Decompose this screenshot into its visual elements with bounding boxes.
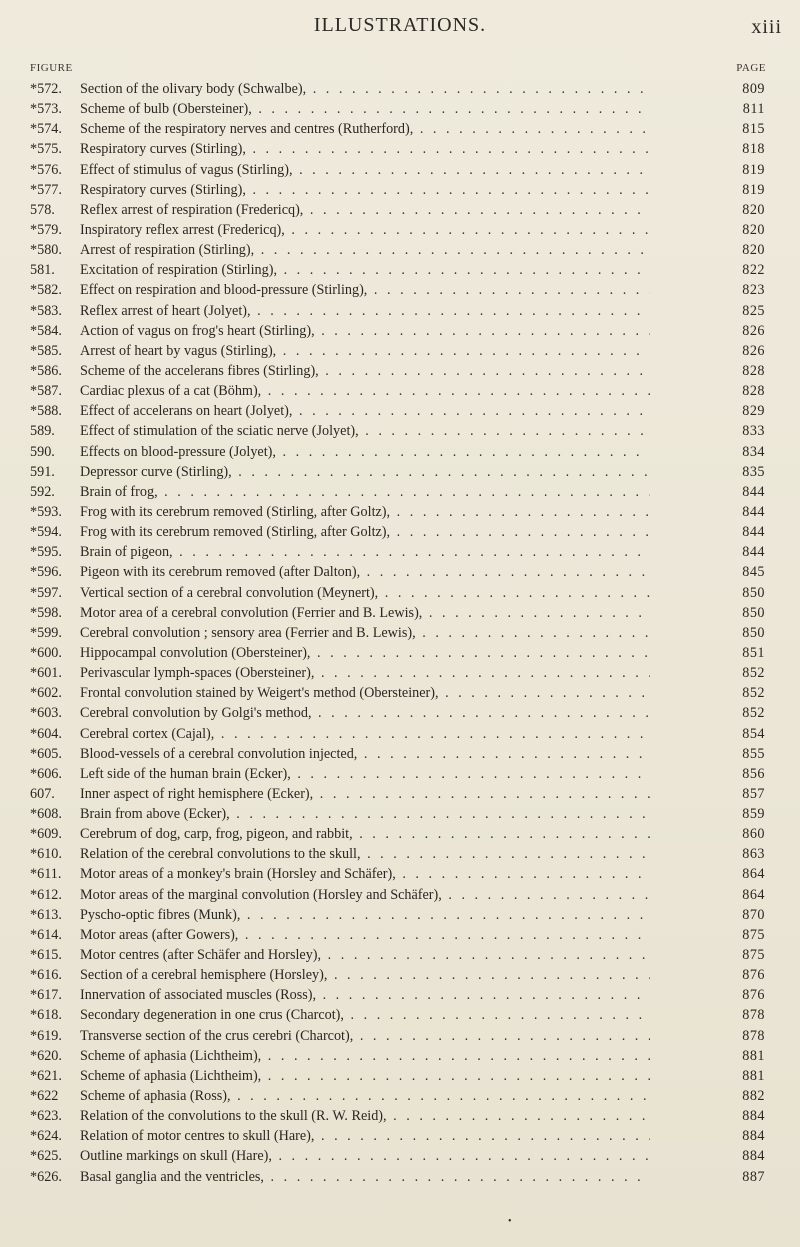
page-reference: 850: [742, 624, 765, 641]
list-item: [0, 200, 800, 220]
page-reference: 859: [742, 806, 765, 823]
list-item: [0, 421, 800, 441]
page-reference: 852: [742, 665, 765, 682]
figure-description: Motor centres (after Schäfer and Horsley), . .: [80, 945, 650, 965]
list-item: [0, 1126, 800, 1146]
figure-number: *608.: [30, 806, 62, 823]
figure-number: *593.: [30, 503, 62, 520]
page-reference: 876: [742, 987, 765, 1004]
figure-description: Reflex arrest of respiration (Fredericq), . .: [80, 200, 650, 220]
figure-description: Motor area of a cerebral convolution (Ferrier and B. Lewis), . .: [80, 603, 650, 623]
figure-number: *594.: [30, 524, 62, 541]
figure-description: Frog with its cerebrum removed (Stirling, after Goltz), . .: [80, 502, 650, 522]
figure-description: Pigeon with its cerebrum removed (after Dalton), . .: [80, 562, 650, 582]
page-reference: 826: [742, 322, 765, 339]
figure-description: Relation of the convolutions to the skull (R. W. Reid), . .: [80, 1106, 650, 1126]
figure-description: Vertical section of a cerebral convolution (Meynert), . .: [80, 583, 650, 603]
figure-number: *597.: [30, 584, 62, 601]
page-reference: 855: [742, 745, 765, 762]
figure-number: *583.: [30, 302, 62, 319]
page-reference: 844: [742, 503, 765, 520]
page-reference: 875: [742, 926, 765, 943]
list-item: [0, 925, 800, 945]
figure-description: Brain of frog, . .: [80, 482, 650, 502]
list-item: [0, 160, 800, 180]
list-item: [0, 1005, 800, 1025]
figure-number: 591.: [30, 463, 55, 480]
page-header: [0, 14, 800, 44]
figure-description: Action of vagus on frog's heart (Stirling), . .: [80, 321, 650, 341]
page-reference: 884: [742, 1108, 765, 1125]
figure-description: Section of the olivary body (Schwalbe), . .: [80, 79, 650, 99]
figure-description: Effect of stimulus of vagus (Stirling), . .: [80, 160, 650, 180]
running-title: ILLUSTRATIONS.: [313, 14, 487, 36]
list-item: [0, 724, 800, 744]
figure-number: *575.: [30, 141, 62, 158]
figure-number: 581.: [30, 262, 55, 279]
figure-description: Frontal convolution stained by Weigert's method (Obersteiner), . .: [80, 683, 650, 703]
figure-number: *604.: [30, 725, 62, 742]
figure-number: *617.: [30, 987, 62, 1004]
figure-description: Effect of accelerans on heart (Jolyet), . .: [80, 401, 650, 421]
figure-description: Brain from above (Ecker), . .: [80, 804, 650, 824]
list-item: [0, 321, 800, 341]
list-item: [0, 119, 800, 139]
page-reference: 820: [742, 201, 765, 218]
list-item: [0, 1106, 800, 1126]
page-reference: 882: [742, 1088, 765, 1105]
figure-number: *615.: [30, 947, 62, 964]
figure-number: 589.: [30, 423, 55, 440]
page-reference: 850: [742, 604, 765, 621]
figure-description: Effects on blood-pressure (Jolyet), . .: [80, 442, 650, 462]
page-reference: 834: [742, 443, 765, 460]
figure-number: *584.: [30, 322, 62, 339]
figure-description: Brain of pigeon, . .: [80, 542, 650, 562]
figure-number: *624.: [30, 1128, 62, 1145]
figure-description: Left side of the human brain (Ecker), . .: [80, 764, 650, 784]
list-item: [0, 703, 800, 723]
list-item: [0, 280, 800, 300]
figure-number: *595.: [30, 544, 62, 561]
figure-number: *619.: [30, 1027, 62, 1044]
figure-description: Cerebral convolution by Golgi's method, . .: [80, 703, 650, 723]
list-item: [0, 180, 800, 200]
list-item: [0, 603, 800, 623]
figure-number: *601.: [30, 665, 62, 682]
page-reference: 844: [742, 544, 765, 561]
figure-number: *621.: [30, 1067, 62, 1084]
list-item: [0, 764, 800, 784]
page-reference: 844: [742, 524, 765, 541]
figure-number: *576.: [30, 161, 62, 178]
figure-description: Excitation of respiration (Stirling), . .: [80, 260, 650, 280]
figure-description: Hippocampal convolution (Obersteiner), . .: [80, 643, 650, 663]
figure-description: Effect on respiration and blood-pressure (Stirling), . .: [80, 280, 650, 300]
list-item: [0, 683, 800, 703]
list-item: [0, 240, 800, 260]
figure-number: *573.: [30, 101, 62, 118]
page-reference: 823: [742, 282, 765, 299]
list-item: [0, 744, 800, 764]
list-item: [0, 522, 800, 542]
page-reference: 825: [742, 302, 765, 319]
list-item: [0, 583, 800, 603]
figure-number: *598.: [30, 604, 62, 621]
figure-description: Blood-vessels of a cerebral convolution injected, . .: [80, 744, 650, 764]
illustrations-list: [0, 79, 800, 1187]
figure-number: *606.: [30, 765, 62, 782]
page-reference: 819: [742, 161, 765, 178]
figure-number: *613.: [30, 906, 62, 923]
list-item: [0, 260, 800, 280]
page-reference: 884: [742, 1148, 765, 1165]
column-headings: [0, 62, 800, 78]
page-reference: 852: [742, 705, 765, 722]
figure-number: 607.: [30, 785, 55, 802]
figure-description: Scheme of aphasia (Ross), . .: [80, 1086, 650, 1106]
figure-number: *622: [30, 1088, 59, 1105]
figure-number: *623.: [30, 1108, 62, 1125]
list-item: [0, 99, 800, 119]
list-item: [0, 1066, 800, 1086]
figure-description: Cerebrum of dog, carp, frog, pigeon, and rabbit, . .: [80, 824, 650, 844]
list-item: [0, 220, 800, 240]
figure-number: *596.: [30, 564, 62, 581]
figure-number: *616.: [30, 967, 62, 984]
list-item: [0, 965, 800, 985]
page-reference: 863: [742, 846, 765, 863]
page-number: xiii: [751, 16, 782, 38]
figure-description: Arrest of respiration (Stirling), . .: [80, 240, 650, 260]
page-reference: 850: [742, 584, 765, 601]
figure-description: Section of a cerebral hemisphere (Horsley), . .: [80, 965, 650, 985]
page-reference: 820: [742, 221, 765, 238]
figure-description: Respiratory curves (Stirling), . .: [80, 139, 650, 159]
list-item: [0, 804, 800, 824]
figure-number: *588.: [30, 403, 62, 420]
list-item: [0, 885, 800, 905]
page-reference: 854: [742, 725, 765, 742]
page-reference: 822: [742, 262, 765, 279]
figure-number: *614.: [30, 926, 62, 943]
figure-description: Respiratory curves (Stirling), . .: [80, 180, 650, 200]
page-reference: 815: [742, 121, 765, 138]
figure-description: Relation of motor centres to skull (Hare), . .: [80, 1126, 650, 1146]
list-item: [0, 341, 800, 361]
figure-description: Scheme of aphasia (Lichtheim), . .: [80, 1066, 650, 1086]
page-reference: 820: [742, 242, 765, 259]
list-item: [0, 1026, 800, 1046]
figure-number: *609.: [30, 826, 62, 843]
list-item: [0, 381, 800, 401]
page-reference: 845: [742, 564, 765, 581]
figure-number: *620.: [30, 1047, 62, 1064]
figure-description: Innervation of associated muscles (Ross), . .: [80, 985, 650, 1005]
figure-description: Reflex arrest of heart (Jolyet), . .: [80, 301, 650, 321]
print-mark: •: [508, 1216, 512, 1227]
figure-number: *577.: [30, 181, 62, 198]
figure-number: *586.: [30, 362, 62, 379]
figure-description: Scheme of bulb (Obersteiner), . .: [80, 99, 650, 119]
figure-description: Inspiratory reflex arrest (Fredericq), . .: [80, 220, 650, 240]
page-reference: 870: [742, 906, 765, 923]
page-column-heading: PAGE: [736, 62, 766, 74]
page-reference: 881: [742, 1047, 765, 1064]
list-item: [0, 864, 800, 884]
page-reference: 856: [742, 765, 765, 782]
figure-description: Scheme of the respiratory nerves and centres (Rutherford), . .: [80, 119, 650, 139]
page-reference: 876: [742, 967, 765, 984]
page-reference: 819: [742, 181, 765, 198]
figure-number: 578.: [30, 201, 55, 218]
page-reference: 828: [742, 383, 765, 400]
figure-description: Cardiac plexus of a cat (Böhm), . .: [80, 381, 650, 401]
figure-description: Scheme of aphasia (Lichtheim), . .: [80, 1046, 650, 1066]
list-item: [0, 1086, 800, 1106]
page-reference: 887: [742, 1168, 765, 1185]
figure-description: Inner aspect of right hemisphere (Ecker), . .: [80, 784, 650, 804]
list-item: [0, 663, 800, 683]
figure-number: *605.: [30, 745, 62, 762]
list-item: [0, 1046, 800, 1066]
figure-description: Scheme of the accelerans fibres (Stirling), . .: [80, 361, 650, 381]
figure-description: Motor areas of a monkey's brain (Horsley and Schäfer), . .: [80, 864, 650, 884]
page-reference: 818: [742, 141, 765, 158]
figure-description: Motor areas of the marginal convolution (Horsley and Schäfer), . .: [80, 885, 650, 905]
page-reference: 864: [742, 886, 765, 903]
figure-description: Relation of the cerebral convolutions to the skull, . .: [80, 844, 650, 864]
page-reference: 852: [742, 685, 765, 702]
page-reference: 857: [742, 785, 765, 802]
figure-description: Motor areas (after Gowers), . .: [80, 925, 650, 945]
list-item: [0, 401, 800, 421]
list-item: [0, 462, 800, 482]
page-reference: 878: [742, 1027, 765, 1044]
page-reference: 809: [742, 81, 765, 97]
page-reference: 881: [742, 1067, 765, 1084]
list-item: [0, 623, 800, 643]
figure-number: *618.: [30, 1007, 62, 1024]
figure-number: 590.: [30, 443, 55, 460]
list-item: [0, 482, 800, 502]
page-reference: 875: [742, 947, 765, 964]
figure-number: *602.: [30, 685, 62, 702]
list-item: [0, 542, 800, 562]
figure-description: Frog with its cerebrum removed (Stirling, after Goltz), . .: [80, 522, 650, 542]
figure-number: *600.: [30, 644, 62, 661]
figure-description: Cerebral convolution ; sensory area (Ferrier and B. Lewis), . .: [80, 623, 650, 643]
figure-description: Secondary degeneration in one crus (Charcot), . .: [80, 1005, 650, 1025]
figure-number: 592.: [30, 483, 55, 500]
list-item: [0, 502, 800, 522]
page-reference: 829: [742, 403, 765, 420]
figure-number: *579.: [30, 221, 62, 238]
list-item: [0, 1146, 800, 1166]
list-item: [0, 1167, 800, 1187]
figure-description: Arrest of heart by vagus (Stirling), . .: [80, 341, 650, 361]
page-reference: 811: [742, 101, 765, 118]
page-reference: 864: [742, 866, 765, 883]
figure-number: *574.: [30, 121, 62, 138]
figure-number: *585.: [30, 342, 62, 359]
figure-number: *572.: [30, 81, 62, 97]
list-item: [0, 442, 800, 462]
page-reference: 835: [742, 463, 765, 480]
figure-column-heading: FIGURE: [30, 62, 73, 74]
figure-number: *626.: [30, 1168, 62, 1185]
figure-number: *625.: [30, 1148, 62, 1165]
list-item: [0, 139, 800, 159]
figure-description: Transverse section of the crus cerebri (Charcot), . .: [80, 1026, 650, 1046]
page-reference: 860: [742, 826, 765, 843]
figure-number: *603.: [30, 705, 62, 722]
figure-description: Effect of stimulation of the sciatic nerve (Jolyet), . .: [80, 421, 650, 441]
list-item: [0, 985, 800, 1005]
list-item: [0, 905, 800, 925]
list-item: [0, 361, 800, 381]
figure-number: *612.: [30, 886, 62, 903]
list-item: [0, 301, 800, 321]
figure-number: *611.: [30, 866, 62, 883]
figure-number: *582.: [30, 282, 62, 299]
figure-description: Cerebral cortex (Cajal), . .: [80, 724, 650, 744]
page-reference: 833: [742, 423, 765, 440]
list-item: [0, 945, 800, 965]
list-item: [0, 824, 800, 844]
figure-description: Perivascular lymph-spaces (Obersteiner), . .: [80, 663, 650, 683]
figure-number: *587.: [30, 383, 62, 400]
page-reference: 844: [742, 483, 765, 500]
figure-number: *610.: [30, 846, 62, 863]
list-item: [0, 562, 800, 582]
page-reference: 826: [742, 342, 765, 359]
list-item: [0, 784, 800, 804]
page-reference: 878: [742, 1007, 765, 1024]
page-reference: 884: [742, 1128, 765, 1145]
figure-number: *580.: [30, 242, 62, 259]
figure-description: Pyscho-optic fibres (Munk), . .: [80, 905, 650, 925]
figure-number: *599.: [30, 624, 62, 641]
page-reference: 851: [742, 644, 765, 661]
page-reference: 828: [742, 362, 765, 379]
figure-description: Basal ganglia and the ventricles, . .: [80, 1167, 650, 1187]
figure-description: Outline markings on skull (Hare), . .: [80, 1146, 650, 1166]
figure-description: Depressor curve (Stirling), . .: [80, 462, 650, 482]
list-item: [0, 844, 800, 864]
list-item: [0, 643, 800, 663]
list-item: [0, 79, 800, 99]
